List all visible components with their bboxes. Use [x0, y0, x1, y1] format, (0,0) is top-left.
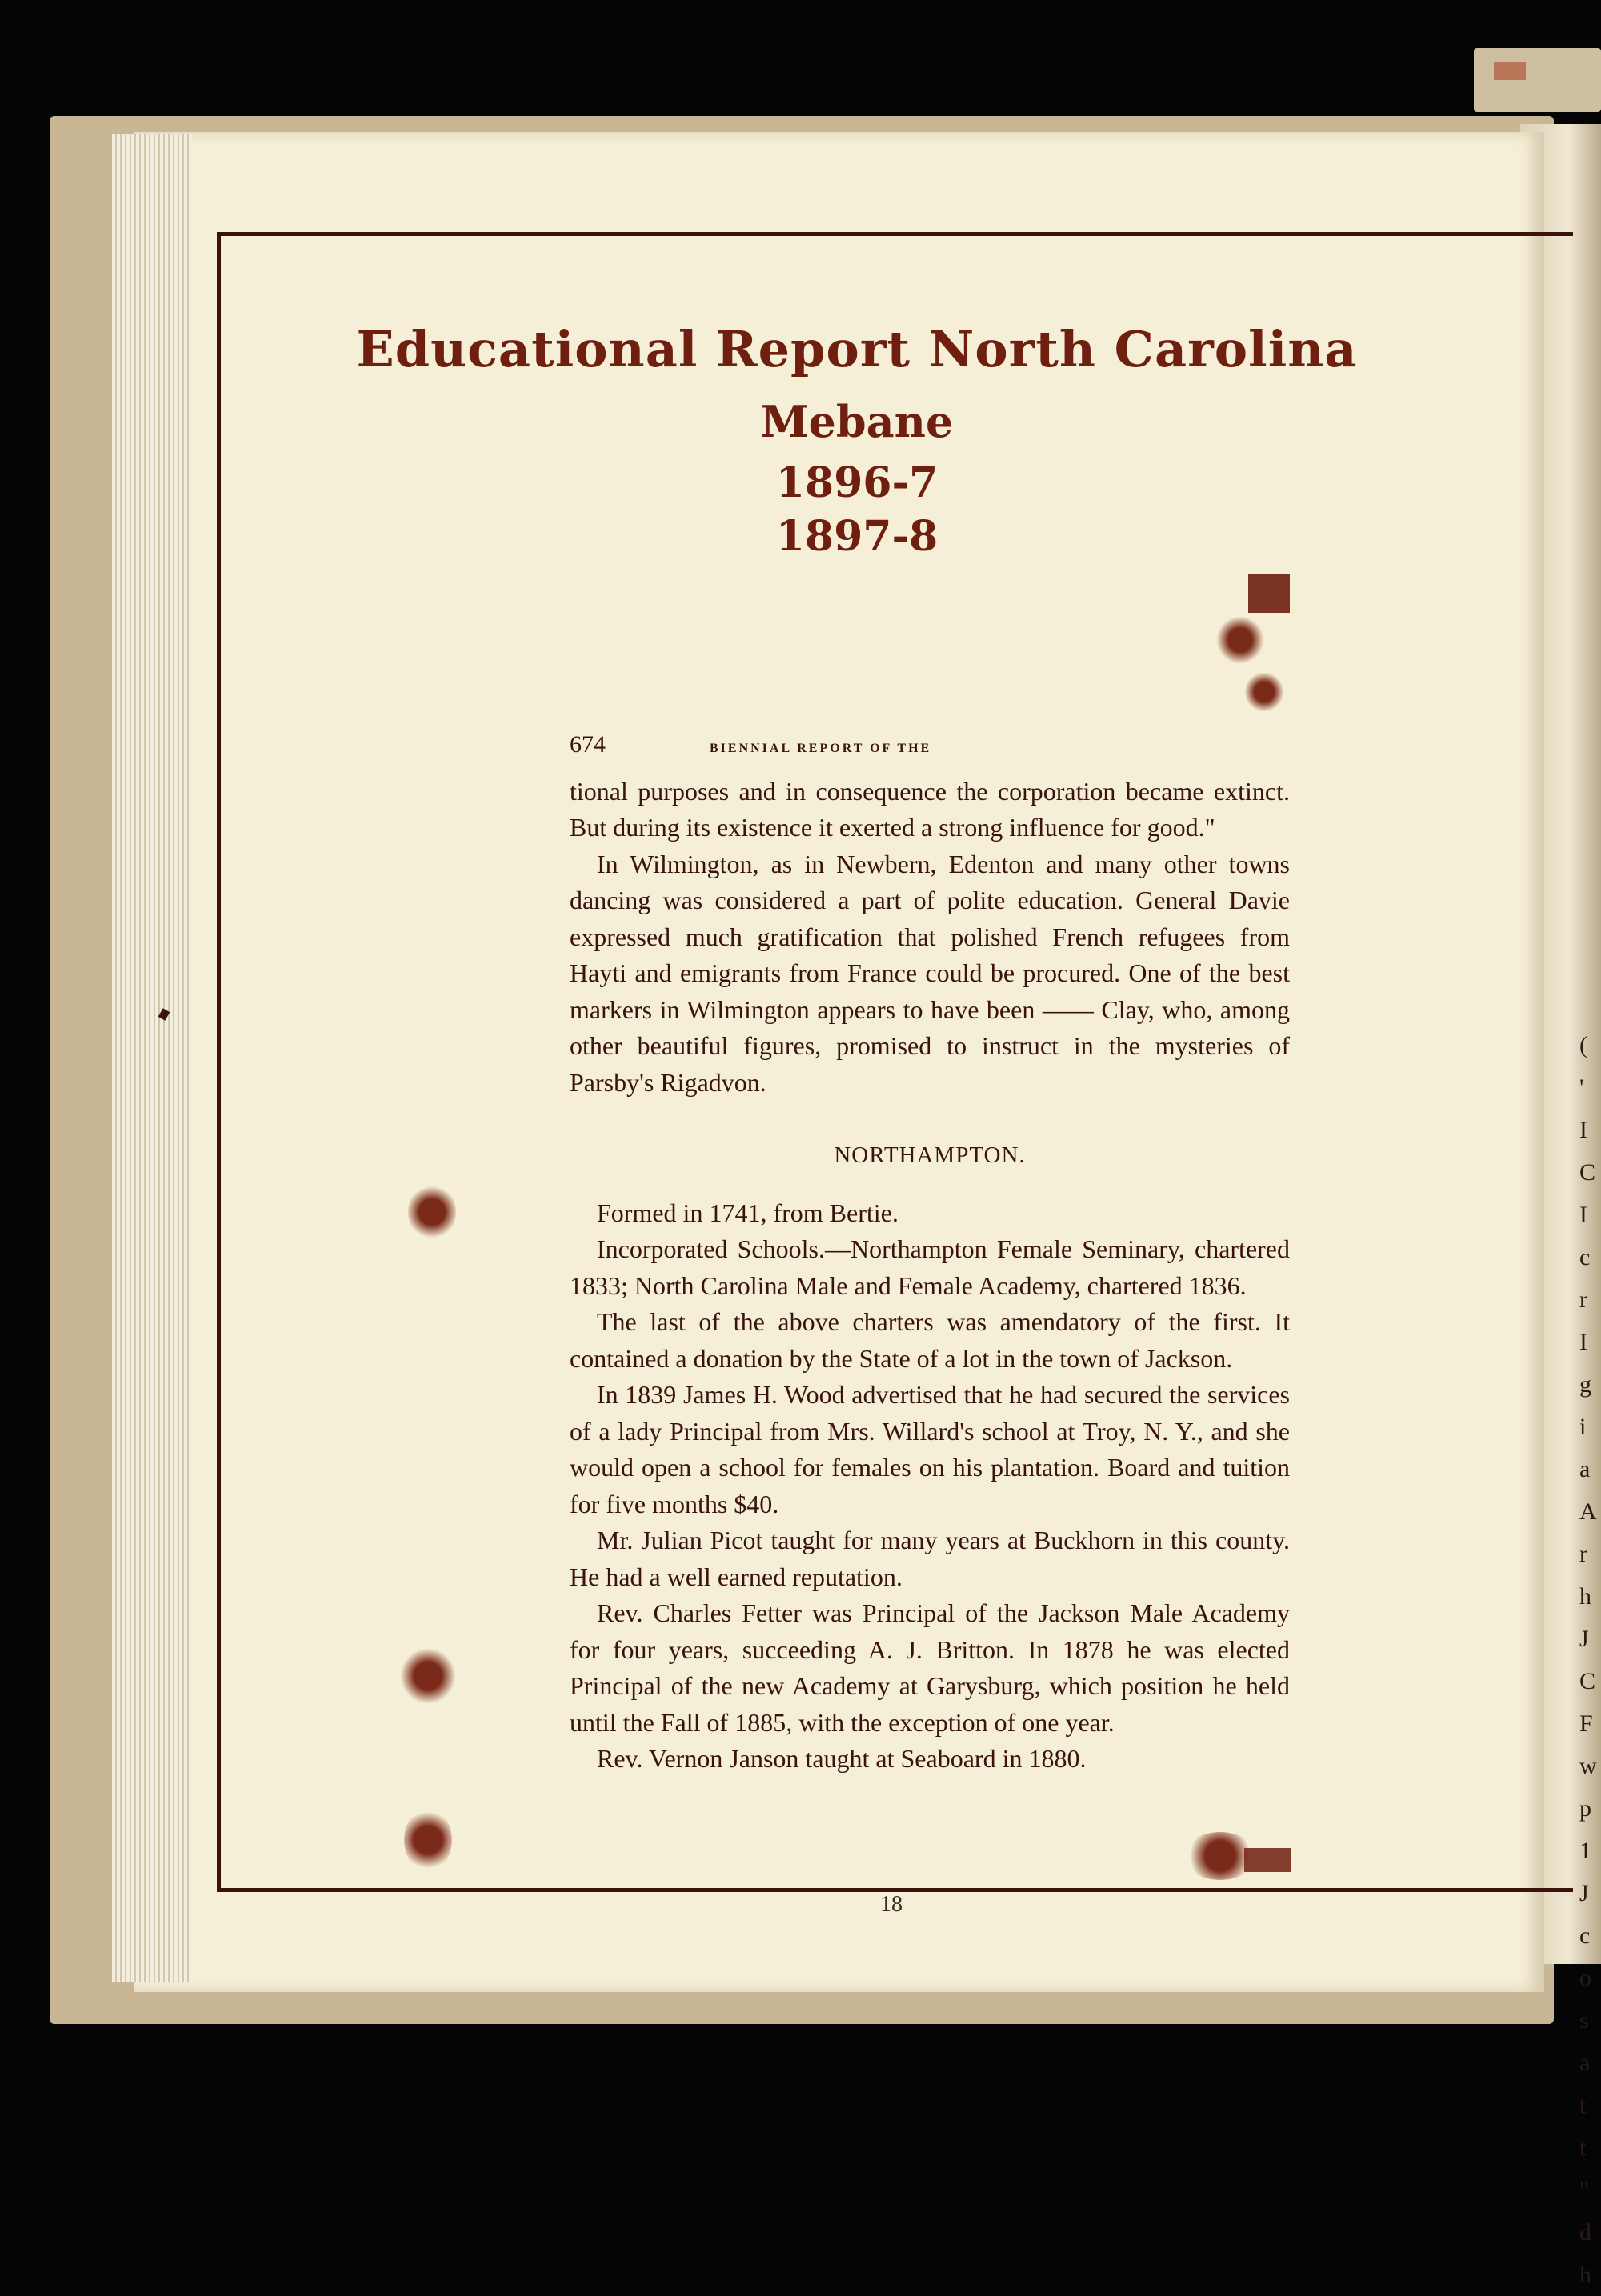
- ink-speck: [1244, 672, 1284, 712]
- adjacent-fragment-char: g: [1579, 1371, 1591, 1398]
- adjacent-fragment-char: w: [1579, 1753, 1597, 1779]
- clipping-page-number: 674: [570, 731, 606, 758]
- next-book-corner: [1474, 48, 1601, 112]
- adjacent-fragment-char: ": [1579, 2177, 1590, 2203]
- adjacent-fragment-char: o: [1579, 1965, 1591, 1991]
- running-head: BIENNIAL REPORT OF THE: [710, 742, 932, 755]
- paragraph: Rev. Vernon Janson taught at Seaboard in 1880.: [597, 1744, 1087, 1773]
- adjacent-fragment-char: a: [1579, 2050, 1591, 2076]
- adjacent-fragment-char: h: [1579, 2262, 1591, 2288]
- adjacent-fragment-char: C: [1579, 1668, 1596, 1694]
- adjacent-fragment-char: C: [1579, 1159, 1596, 1186]
- paragraph: Formed in 1741, from Bertie.: [597, 1198, 899, 1227]
- adjacent-fragment-char: p: [1579, 1795, 1591, 1822]
- adjacent-fragment-char: r: [1579, 1286, 1587, 1313]
- ink-speck: [1216, 616, 1264, 664]
- adjacent-fragment-char: t: [1579, 2092, 1587, 2118]
- adjacent-fragment-char: I: [1579, 1329, 1587, 1355]
- adjacent-fragment-char: ': [1579, 1074, 1584, 1101]
- adjacent-fragment-char: A: [1579, 1498, 1597, 1525]
- paragraph: Rev. Charles Fetter was Principal of the Jackson Male Academy for four years, succeeding A. J. Britton. In 1878 he was elected Principal of the new Academy at Garysburg, which position he held until the Fall of 1885, with the exception of one year.: [570, 1598, 1290, 1737]
- year-2: 1897-8: [775, 512, 939, 561]
- adjacent-fragment-char: r: [1579, 1541, 1587, 1567]
- adjacent-fragment-char: c: [1579, 1922, 1591, 1949]
- year-1: 1896-7: [775, 458, 939, 507]
- article-subtitle: Mebane: [760, 396, 954, 447]
- adjacent-fragment-char: d: [1579, 2219, 1591, 2246]
- adjacent-fragment-char: F: [1579, 1710, 1593, 1737]
- page-edges: [112, 134, 192, 1982]
- adjacent-fragment-char: h: [1579, 1583, 1591, 1610]
- paragraph: Incorporated Schools.—Northampton Female Seminary, chartered 1833; North Carolina Male and Female Academy, chartered 1836.: [570, 1234, 1290, 1300]
- adjacent-fragment-char: t: [1579, 2134, 1587, 2161]
- paragraph: Mr. Julian Picot taught for many years at Buckhorn in this county. He had a well earned reputation.: [570, 1526, 1290, 1591]
- adjacent-fragment-char: J: [1579, 1626, 1589, 1652]
- adjacent-fragment-char: c: [1579, 1244, 1591, 1270]
- adjacent-fragment-char: s: [1579, 2007, 1589, 2034]
- ink-speck: [1184, 1832, 1256, 1880]
- paragraph: tional purposes and in consequence the corporation became extinct. But during its existence it exerted a strong influence for good.": [570, 776, 1290, 842]
- paragraph: The last of the above charters was amendatory of the first. It contained a donation by the State of a lot in the town of Jackson.: [570, 1307, 1290, 1373]
- adjacent-fragment-char: I: [1579, 1117, 1587, 1143]
- adjacent-fragment-char: a: [1579, 1456, 1591, 1482]
- ink-speck: [400, 1648, 456, 1704]
- article-header: [217, 320, 1497, 561]
- adjacent-fragment-char: J: [1579, 1880, 1589, 1906]
- paragraph: In Wilmington, as in Newbern, Edenton and many other towns dancing was considered a part of polite education. General Davie expressed much gratification that polished French refugees from Hayti and emigrants from France could be procured. One of the best markers in Wilmington appears to have been —— Clay, who, among other beautiful figures, promised to instruct in the mysteries of Parsby's Rigadvon.: [570, 849, 1290, 1097]
- clipping-header: [570, 726, 1290, 767]
- page-number: 18: [880, 1892, 903, 1917]
- section-heading: NORTHAMPTON.: [834, 1142, 1026, 1168]
- adjacent-fragment-char: (: [1579, 1032, 1587, 1058]
- ink-stain: [1248, 574, 1290, 613]
- article-title: Educational Report North Carolina: [356, 320, 1358, 378]
- adjacent-fragment-char: 1: [1579, 1838, 1591, 1864]
- ink-speck: [408, 1184, 456, 1240]
- paragraph: In 1839 James H. Wood advertised that he had secured the services of a lady Principal from Mrs. Willard's school at Troy, N. Y., and she would open a school for females on his plantation. Board and tuition for five months $40.: [570, 1380, 1290, 1518]
- newspaper-clipping: [570, 726, 1290, 1778]
- adjacent-fragment-char: i: [1579, 1414, 1587, 1440]
- adjacent-fragment-char: I: [1579, 1202, 1587, 1228]
- ink-speck: [404, 1808, 452, 1872]
